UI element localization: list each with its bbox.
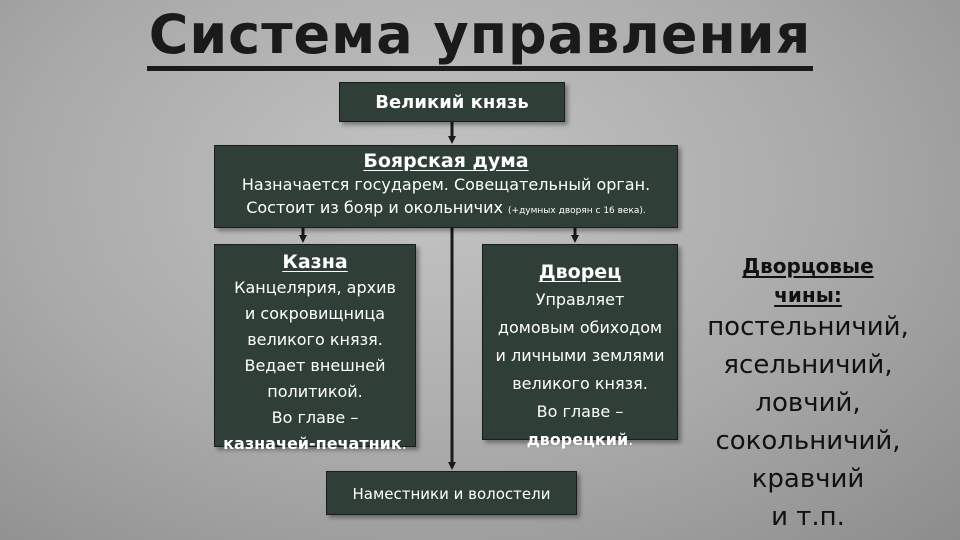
palace-rank-item: постельничий, — [707, 312, 909, 342]
treasury-head-end: . — [401, 434, 407, 453]
palace-line: Во главе – — [536, 402, 624, 421]
governors-label: Наместники и волостели — [352, 485, 551, 503]
page-title — [0, 0, 960, 70]
palace-rank-item: ловчий, — [755, 388, 861, 418]
palace-ranks-list — [688, 308, 928, 536]
treasury-box — [214, 244, 416, 453]
boyar-duma-line1: Назначается государем. Совещательный орган. — [241, 175, 651, 194]
boyar-duma-note: (+думных дворян с 16 века). — [508, 206, 646, 216]
boyar-duma-heading: Боярская дума — [363, 150, 529, 172]
palace-rank-item: ясельничий, — [723, 350, 893, 380]
page-title-text: Система управления — [147, 3, 814, 71]
palace-line: великого князя. — [512, 374, 648, 393]
palace-heading: Дворец — [538, 261, 622, 283]
palace-head-title: дворецкий — [526, 430, 629, 449]
treasury-heading: Казна — [282, 251, 348, 273]
palace-rank-item: кравчий — [751, 464, 865, 494]
palace-ranks-heading-line2: чины: — [774, 283, 842, 307]
boyar-duma-line2: Состоит из бояр и окольничих — [246, 198, 503, 217]
palace-box — [482, 244, 678, 449]
palace-rank-item: сокольничий, — [715, 426, 901, 456]
palace-rank-item: и т.п. — [771, 502, 845, 532]
palace-ranks-heading — [688, 252, 928, 310]
treasury-line: и сокровищница — [244, 304, 386, 323]
palace-line: и личными землями — [495, 346, 665, 365]
treasury-line: политикой. — [267, 382, 363, 401]
treasury-line: Во главе – — [271, 408, 359, 427]
palace-line: Управляет — [535, 290, 625, 309]
treasury-line: Канцелярия, архив — [234, 278, 396, 297]
treasury-line: Ведает внешней — [244, 356, 386, 375]
grand-prince-label: Великий князь — [375, 92, 529, 113]
palace-ranks-heading-line1: Дворцовые — [742, 254, 874, 278]
governors-box — [326, 471, 577, 515]
boyar-duma-box — [214, 145, 678, 228]
palace-line: домовым обиходом — [497, 318, 663, 337]
palace-head-end: . — [628, 430, 634, 449]
treasury-line: великого князя. — [247, 330, 383, 349]
treasury-head-title: казначей-печатник — [223, 434, 402, 453]
grand-prince-box — [339, 82, 565, 122]
